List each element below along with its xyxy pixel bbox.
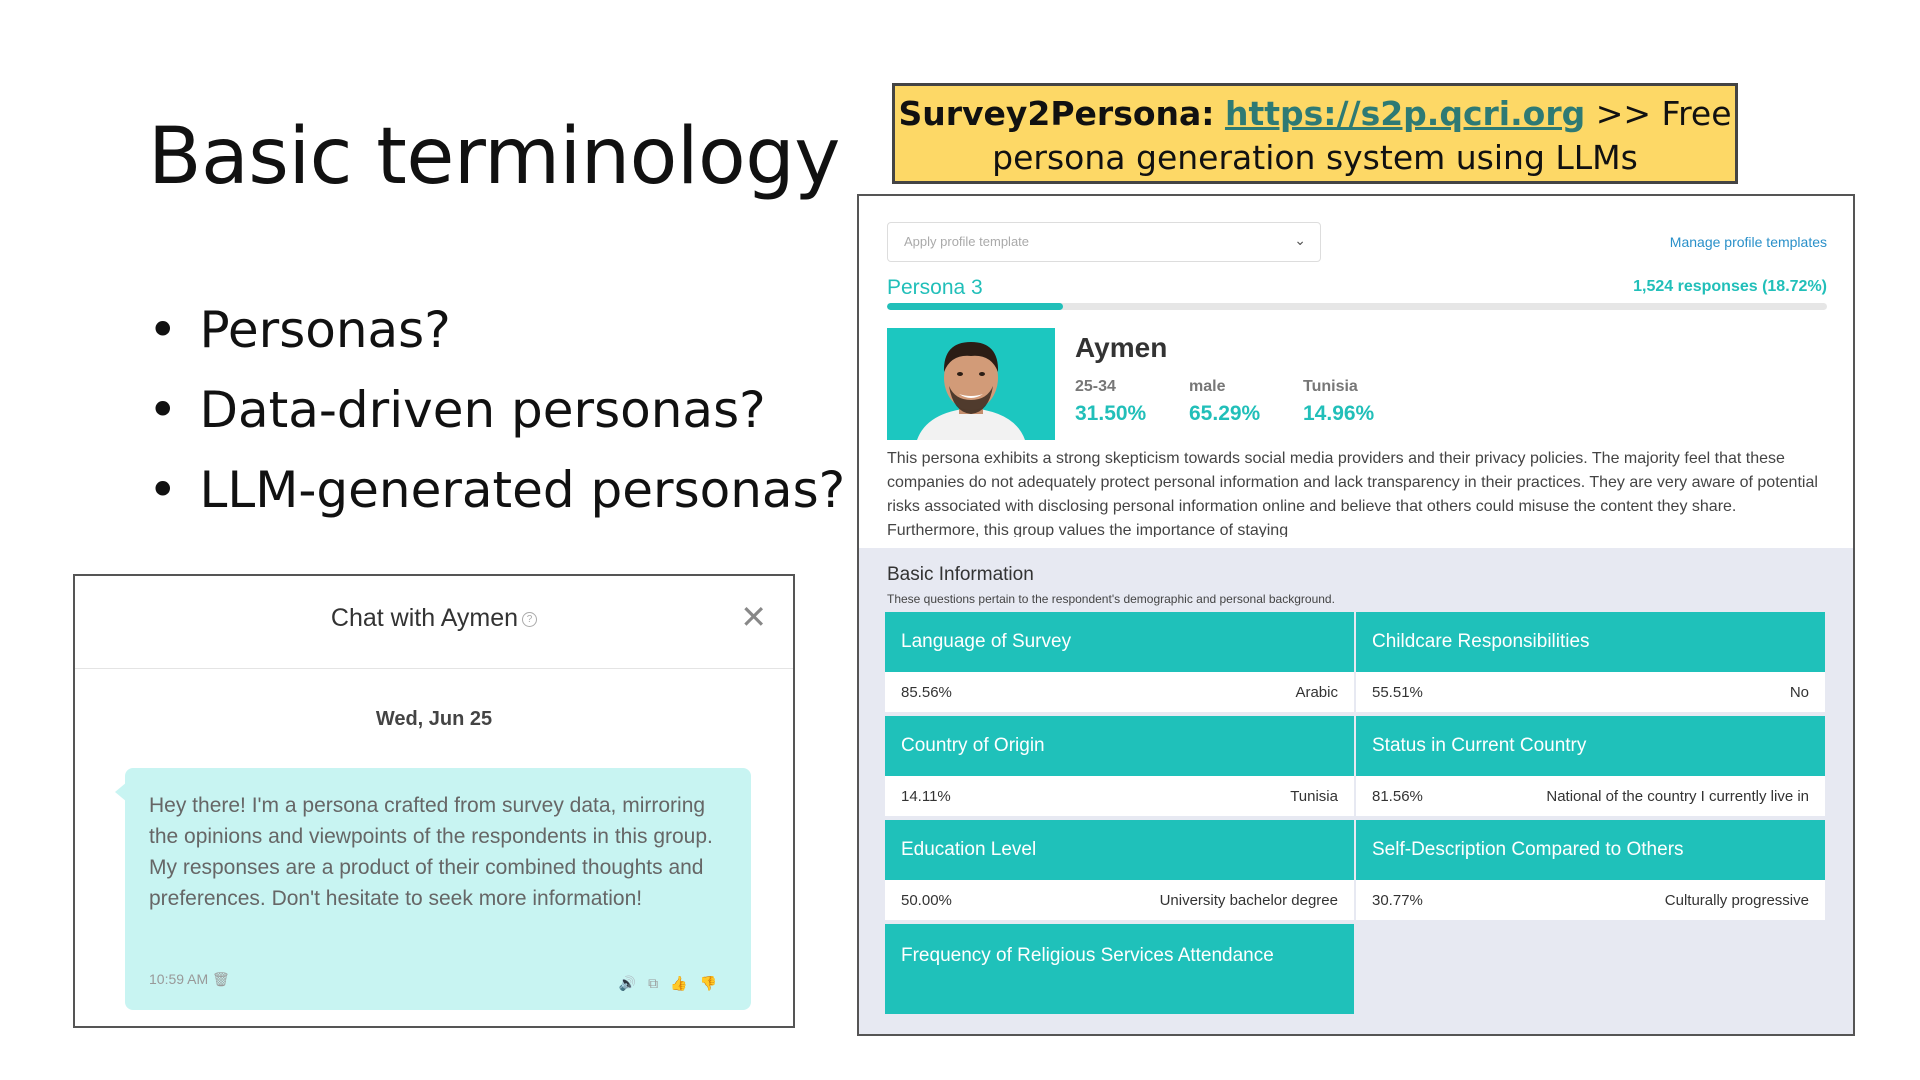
progress-fill — [887, 303, 1063, 310]
stat-value: 14.96% — [1303, 402, 1375, 425]
section-title: Basic Information — [887, 564, 1034, 585]
manage-templates-link[interactable]: Manage profile templates — [1669, 234, 1827, 250]
chevron-down-icon: ⌄ — [1294, 232, 1306, 248]
info-card-row — [885, 672, 1354, 712]
stat-country — [1303, 378, 1374, 426]
info-pct: 55.51% — [1372, 683, 1423, 701]
info-card-title: Childcare Responsibilities — [1356, 612, 1825, 672]
bullet-item: • Data-driven personas? — [148, 370, 845, 450]
info-card-title: Language of Survey — [885, 612, 1354, 672]
chat-date: Wed, Jun 25 — [375, 708, 493, 730]
info-answer: No — [1789, 683, 1809, 701]
copy-icon[interactable]: ⧉ — [648, 975, 671, 991]
info-answer: University bachelor degree — [1159, 891, 1338, 909]
info-pct: 14.11% — [901, 787, 951, 805]
info-pct: 81.56% — [1372, 787, 1423, 805]
message-actions — [619, 975, 729, 992]
message-time-text: 10:59 AM — [149, 971, 209, 987]
banner-link[interactable]: https://s2p.qcri.org — [1224, 94, 1586, 133]
chat-header — [75, 576, 793, 669]
info-card-row — [1356, 776, 1825, 816]
stat-gender — [1189, 378, 1260, 426]
bullet-item: • LLM-generated personas? — [148, 450, 845, 530]
persona-label: Persona 3 — [887, 276, 983, 299]
info-card-religious-attendance — [885, 924, 1354, 1014]
thumbs-down-icon[interactable]: 👎 — [699, 975, 729, 991]
slide-title: Basic terminology — [148, 112, 840, 202]
avatar — [887, 328, 1055, 440]
info-answer: Arabic — [1295, 683, 1338, 701]
info-card-status — [1356, 716, 1825, 816]
stat-label: male — [1189, 378, 1226, 395]
persona-panel — [857, 194, 1855, 1036]
info-card-title: Self-Description Compared to Others — [1356, 820, 1825, 880]
thumbs-up-icon[interactable]: 👍 — [670, 975, 700, 991]
bullet-list — [148, 290, 845, 530]
info-answer: Tunisia — [1290, 787, 1338, 805]
message-time — [149, 971, 230, 988]
basic-information-section — [859, 548, 1855, 1036]
banner-line2: persona generation system using LLMs — [992, 138, 1638, 177]
chat-message-bubble — [125, 768, 751, 1010]
stat-value: 31.50% — [1075, 402, 1147, 425]
info-pct: 85.56% — [901, 683, 952, 701]
persona-description: This persona exhibits a strong skepticism towards social media providers and their privacy policies. The majority feel that these companies do not adequately protect personal information and lack transparency in their practices. They are very aware of potential risks associated with disclosing personal information online and believe that others could misuse the content they share. Furthermore, this group values the importance of staying — [887, 450, 1818, 537]
info-card-country — [885, 716, 1354, 816]
bullet-item: • Personas? — [148, 290, 845, 370]
close-icon[interactable]: ✕ — [740, 599, 767, 635]
avatar-image — [887, 328, 1055, 440]
profile-template-select[interactable] — [887, 222, 1321, 262]
info-card-row — [885, 880, 1354, 920]
info-card-title: Education Level — [885, 820, 1354, 880]
info-card-self-description — [1356, 820, 1825, 920]
chat-panel — [73, 574, 795, 1028]
info-card-row — [885, 776, 1354, 816]
survey2persona-banner — [892, 83, 1738, 184]
stat-label: 25-34 — [1075, 378, 1116, 395]
speaker-icon[interactable]: 🔊 — [618, 975, 649, 991]
stat-value: 65.29% — [1189, 402, 1261, 425]
info-card-title: Status in Current Country — [1356, 716, 1825, 776]
info-pct: 30.77% — [1372, 891, 1423, 909]
persona-name: Aymen — [1075, 332, 1168, 363]
chat-message-text: Hey there! I'm a persona crafted from survey data, mirroring the opinions and viewpoints of the respondents in this group. My responses are a product of their combined thoughts and preferences. Don't hesitate to seek more information! — [149, 794, 713, 910]
chat-title-text: Chat with Aymen — [330, 604, 519, 632]
responses-count: 1,524 responses (18.72%) — [1633, 278, 1827, 295]
template-placeholder: Apply profile template — [904, 234, 1030, 249]
stat-age — [1075, 378, 1146, 426]
info-answer: National of the country I currently live in — [1546, 787, 1809, 805]
info-card-education — [885, 820, 1354, 920]
responses-progress-bar — [887, 303, 1827, 310]
chat-title — [75, 604, 793, 633]
stat-label: Tunisia — [1303, 378, 1358, 395]
banner-line1-rest: >> Free — [1595, 94, 1732, 133]
info-card-row — [1356, 880, 1825, 920]
trash-icon[interactable]: 🗑 — [212, 971, 230, 987]
info-icon[interactable]: ? — [522, 612, 537, 627]
info-card-childcare — [1356, 612, 1825, 712]
info-card-title: Frequency of Religious Services Attendance — [885, 924, 1354, 1014]
info-card-row — [1356, 672, 1825, 712]
banner-brand: Survey2Persona: — [898, 94, 1215, 133]
info-card-title: Country of Origin — [885, 716, 1354, 776]
info-card-language — [885, 612, 1354, 712]
info-answer: Culturally progressive — [1664, 891, 1809, 909]
section-subtitle: These questions pertain to the respondent's demographic and personal background. — [887, 592, 1335, 606]
info-pct: 50.00% — [901, 891, 952, 909]
